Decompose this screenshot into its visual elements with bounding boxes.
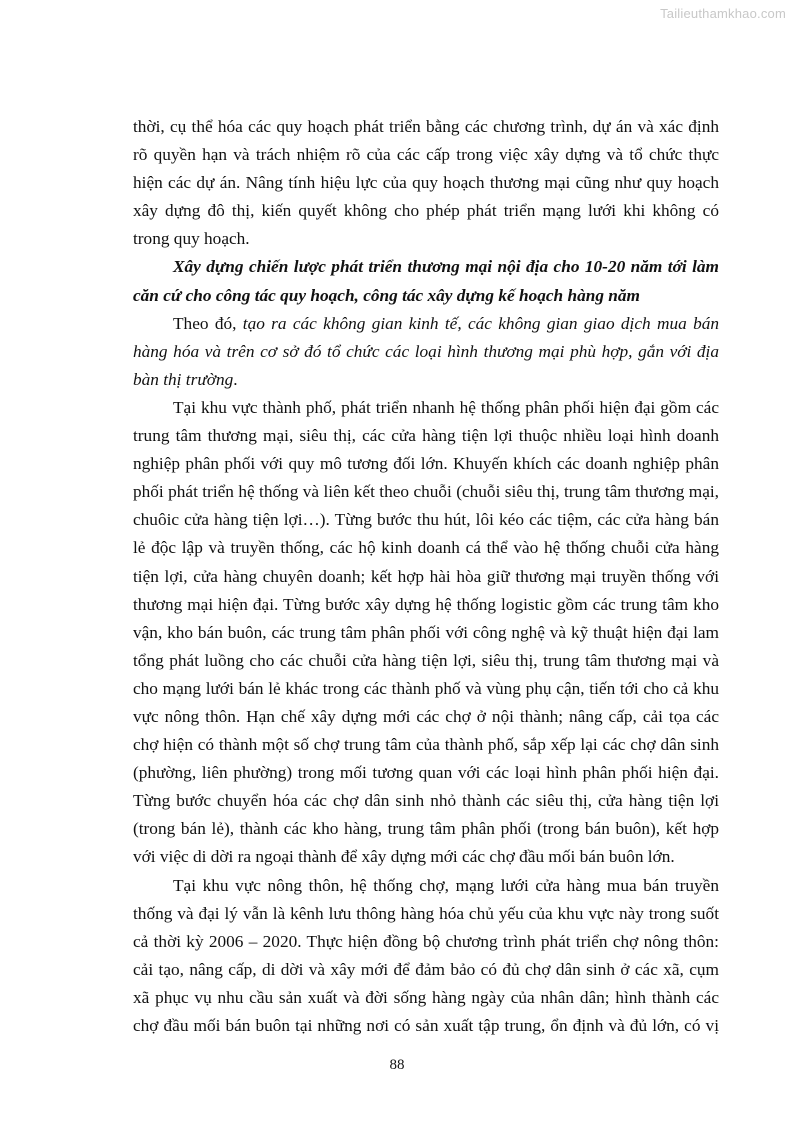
text-line: chợ đầu mối bán buôn tại những nơi có sản xuất tập trung, ổn định và đủ lớn, có vị [133, 1016, 719, 1035]
lead-text: Theo đó, [173, 313, 243, 333]
text-line: phối phát triển hệ thống và liên kết theo chuỗi (chuỗi siêu thị, trung tâm thương mại, [133, 482, 719, 502]
section-heading [133, 253, 719, 309]
italic-text: tạo ra các không gian kinh tế, các không gian giao dịch mua bán [242, 313, 719, 333]
text-line: với việc di dời ra ngoại thành để xây dựng mới các chợ đầu mối bán buôn lớn. [133, 847, 675, 867]
text-line: vực nông thôn. Hạn chế xây dựng mới các chợ ở nội thành; nâng cấp, cải tọa các [133, 706, 719, 726]
text-line: thương mại hiện đại. Từng bước xây dựng hệ thống logistic gồm các trung tâm kho [133, 594, 719, 614]
text-line: tổng phát luồng cho các chuỗi cửa hàng tiện lợi, siêu thị, trung tâm thương mại và [133, 650, 719, 670]
text-line: Từng bước chuyển hóa các chợ dân sinh nhỏ thành các siêu thị, cửa hàng tiện lợi [133, 791, 719, 811]
paragraph [133, 872, 719, 1041]
text-line: cho mạng lưới bán lẻ khác trong các thành phố và vùng phụ cận, tiến tới cho cả khu [133, 678, 719, 698]
document-body [133, 113, 719, 1040]
text-line: vận, kho bán buôn, các trung tâm phân phối với công nghệ và kỹ thuật hiện đại lam [133, 622, 719, 642]
text-line: hiện các dự án. Nâng tính hiệu lực của quy hoạch thương mại cũng như quy hoạch [133, 173, 719, 193]
text-line: thời, cụ thể hóa các quy hoạch phát triển bằng các chương trình, dự án và xác định [133, 117, 719, 136]
text-line: rõ quyền hạn và trách nhiệm rõ của các cấp trong việc xây dựng và tổ chức thực [133, 145, 719, 165]
tail-text: . [233, 369, 238, 389]
text-line: xã phục vụ nhu cầu sản xuất và đời sống hàng ngày của nhân dân; hình thành các [133, 987, 719, 1007]
text-line: căn cứ cho công tác quy hoạch, công tác xây dựng kế hoạch hàng năm [133, 285, 640, 305]
text-line: hàng hóa và trên cơ sở đó tổ chức các loại hình thương mại phù hợp, gắn với địa [133, 341, 719, 361]
text-line: (phường, liên phường) trong mối tương quan với các loại hình phân phối hiện đại. [133, 763, 719, 783]
text-line: trong quy hoạch. [133, 229, 250, 249]
italic-text: bàn thị trường [133, 369, 234, 389]
text-line [133, 366, 719, 394]
text-line: xây dựng đô thị, kiến quyết không cho phép phát triển mạng lưới khi không có [133, 201, 719, 221]
text-line [133, 310, 719, 338]
text-line: tiện lợi, cửa hàng chuyên doanh; kết hợp hài hòa giữ thương mại truyền thống với [133, 566, 719, 586]
text-line: nghiệp phân phối với quy mô tương đối lớn. Khuyến khích các doanh nghiệp phân [133, 454, 719, 474]
page-number: 88 [389, 1057, 405, 1073]
watermark: Tailieuthamkhao.com [660, 6, 786, 21]
text-line: trung tâm thương mại, siêu thị, các cửa hàng tiện lợi thuộc nhiều loại hình doanh [133, 426, 719, 446]
text-line: chuôic cửa hàng tiện lợi…). Từng bước thu hút, lôi kéo các tiệm, các cửa hàng bán [133, 510, 719, 530]
text-line: cải tạo, nâng cấp, di dời và xây mới để đảm bảo có đủ chợ dân sinh ở các xã, cụm [133, 959, 719, 979]
text-line: chợ hiện có thành một số chợ trung tâm của thành phố, sắp xếp lại các chợ dân sinh [133, 735, 719, 755]
text-line: Tại khu vực nông thôn, hệ thống chợ, mạng lưới cửa hàng mua bán truyền [173, 875, 719, 895]
text-line: Tại khu vực thành phố, phát triển nhanh hệ thống phân phối hiện đại gồm các [173, 397, 719, 417]
paragraph [133, 394, 719, 872]
text-line: lẻ độc lập và truyền thống, các hộ kinh doanh cá thể vào hệ thống chuỗi cửa hàng [133, 538, 719, 558]
paragraph [133, 310, 719, 394]
text-line: (trong bán lẻ), thành các kho hàng, trung tâm phân phối (trong bán buôn), kết hợp [133, 819, 719, 839]
text-line: cả thời kỳ 2006 – 2020. Thực hiện đồng bộ chương trình phát triển chợ nông thôn: [133, 931, 719, 951]
text-line: thống và đại lý vẫn là kênh lưu thông hàng hóa chủ yếu của khu vực này trong suốt [133, 903, 719, 923]
text-line: Xây dựng chiến lược phát triển thương mại nội địa cho 10-20 năm tới làm [173, 257, 719, 277]
paragraph [133, 113, 719, 253]
